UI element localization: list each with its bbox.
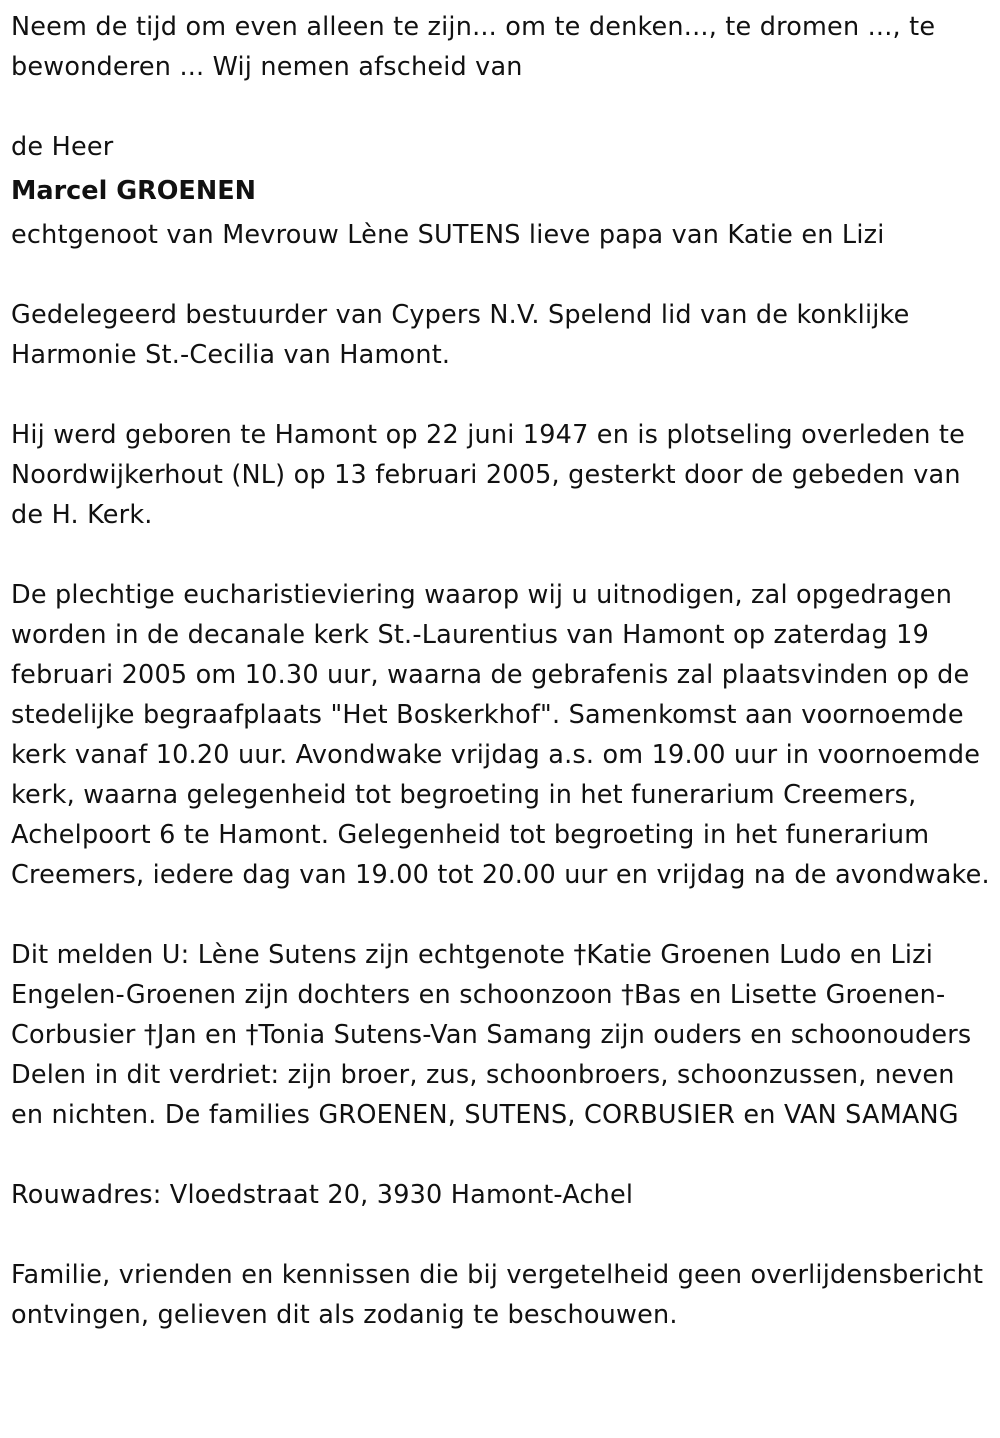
family-text: Dit melden U: Lène Sutens zijn echtgenote †Katie Groenen Ludo en Lizi Engelen-Groenen zijn dochters en schoonzoon †Bas en Lisette Groenen-Corbusier †Jan en †Tonia Sutens-Van Samang zijn ouders en schoonouders Delen in dit verdriet: zijn broer, zus, schoonbroers, schoonzussen, neven en nichten. De families GROENEN, SUTENS, CORBUSIER en VAN SAMANG [11,940,972,1130]
title-prefix: de Heer [11,132,114,162]
deceased-name: Marcel GROENEN [11,176,256,206]
spacer [11,375,990,415]
spacer [11,1135,990,1175]
intro-text: Neem de tijd om even alleen te zijn... om te denken..., te dromen ..., te bewonderen ... Wij nemen afscheid van [11,12,936,82]
spacer [11,535,990,575]
ceremony-text: De plechtige eucharistieviering waarop wij u uitnodigen, zal opgedragen worden in de decanale kerk St.-Laurentius van Hamont op zaterdag 19 februari 2005 om 10.30 uur, waarna de gebrafenis zal plaatsvinden op de stedelijke begraafplaats "Het Boskerkhof". Samenkomst aan voornoemde kerk vanaf 10.20 uur. Avondwake vrijdag a.s. om 19.00 uur in voornoemde kerk, waarna gelegenheid tot begroeting in het funerarium Creemers, Achelpoort 6 te Hamont. Gelegenheid tot begroeting in het funerarium Creemers, iedere dag van 19.00 tot 20.00 uur en vrijdag na de avondwake. [11,580,990,890]
spacer [11,87,990,127]
spacer [11,255,990,295]
profession-text: Gedelegeerd bestuurder van Cypers N.V. Spelend lid van de konklijke Harmonie St.-Cecilia van Hamont. [11,300,910,370]
closing-text: Familie, vrienden en kennissen die bij vergetelheid geen overlijdensbericht ontvingen, gelieven dit als zodanig te beschouwen. [11,1260,984,1330]
spacer [11,1215,990,1255]
birth-death-text: Hij werd geboren te Hamont op 22 juni 1947 en is plotseling overleden te Noordwijkerhout (NL) op 13 februari 2005, gesterkt door de gebeden van de H. Kerk. [11,420,965,530]
spacer [11,895,990,935]
relation-text: echtgenoot van Mevrouw Lène SUTENS lieve papa van Katie en Lizi [11,220,885,250]
address-text: Rouwadres: Vloedstraat 20, 3930 Hamont-Achel [11,1180,634,1210]
